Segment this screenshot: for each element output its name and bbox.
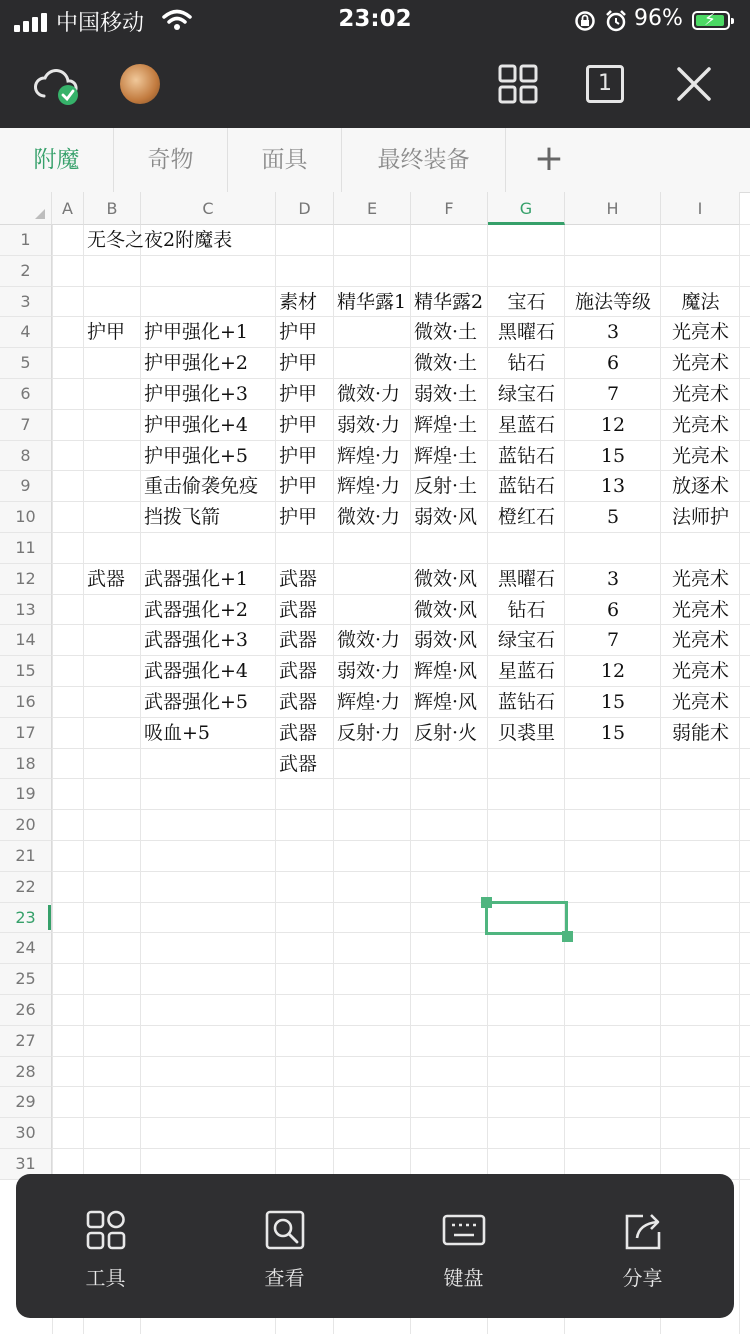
cell-f10[interactable]: 弱效·风 <box>414 506 478 529</box>
cell-d13[interactable]: 武器 <box>279 598 318 621</box>
cell-c8[interactable]: 护甲强化+5 <box>144 444 249 467</box>
header-cell-essence2[interactable]: 精华露2 <box>414 290 484 313</box>
view-button[interactable] <box>195 1174 374 1318</box>
column-header-f[interactable]: F <box>411 192 488 225</box>
cell-g17[interactable]: 贝裘里 <box>497 721 555 744</box>
cell-c9[interactable]: 重击偷袭免疫 <box>144 475 259 498</box>
group-label-weapon[interactable]: 武器 <box>87 567 126 590</box>
cell-g4[interactable]: 黑曜石 <box>497 321 555 344</box>
cell-i7[interactable]: 光亮术 <box>671 413 729 436</box>
cell-c14[interactable]: 武器强化+3 <box>144 629 249 652</box>
tools-button[interactable] <box>16 1174 195 1318</box>
grid-line-horizontal <box>52 1086 750 1087</box>
column-header-d[interactable]: D <box>276 192 334 225</box>
cell-c16[interactable]: 武器强化+5 <box>144 691 249 713</box>
bottom-toolbar <box>16 1174 734 1318</box>
row-header-24[interactable]: 24 <box>0 933 52 964</box>
tools-label: 工具 <box>85 1266 126 1290</box>
row-header-16[interactable]: 16 <box>0 687 52 718</box>
cell-g6[interactable]: 绿宝石 <box>497 383 555 405</box>
cell-f12[interactable]: 微效·风 <box>414 567 478 590</box>
cell-g13[interactable]: 钻石 <box>507 598 546 621</box>
cell-f9[interactable]: 反射·土 <box>414 475 478 498</box>
cell-i9[interactable]: 放逐术 <box>671 475 729 498</box>
cell-d10[interactable]: 护甲 <box>279 506 318 529</box>
cell-i17[interactable]: 弱能术 <box>671 721 729 744</box>
cell-d12[interactable]: 武器 <box>279 567 318 590</box>
alarm-icon <box>604 9 628 33</box>
grid-line-vertical <box>83 225 84 1334</box>
cell-d17[interactable]: 武器 <box>279 721 318 744</box>
cell-c4[interactable]: 护甲强化+1 <box>144 321 249 344</box>
cell-h12[interactable]: 3 <box>606 567 620 590</box>
cell-e7[interactable]: 弱效·力 <box>337 413 401 436</box>
row-header-29[interactable]: 29 <box>0 1087 52 1118</box>
status-bar <box>0 0 750 40</box>
cell-h15[interactable]: 12 <box>600 660 626 683</box>
cell-c13[interactable]: 武器强化+2 <box>144 598 249 621</box>
avatar[interactable] <box>120 64 160 104</box>
cell-g16[interactable]: 蓝钻石 <box>497 691 555 713</box>
cell-d15[interactable]: 武器 <box>279 660 318 683</box>
grid-line-horizontal <box>52 840 750 841</box>
keyboard-label: 键盘 <box>443 1266 484 1290</box>
row-header-31[interactable]: 31 <box>0 1149 52 1180</box>
cell-h7[interactable]: 12 <box>600 413 626 436</box>
row-header-17[interactable]: 17 <box>0 718 52 749</box>
cell-f15[interactable]: 辉煌·风 <box>414 660 478 683</box>
cell-i15[interactable]: 光亮术 <box>671 660 729 683</box>
column-header-c[interactable]: C <box>141 192 276 225</box>
cell-c6[interactable]: 护甲强化+3 <box>144 383 249 405</box>
battery-icon: ⚡ <box>692 11 730 30</box>
row-header-6[interactable]: 6 <box>0 379 52 410</box>
row-header-4[interactable]: 4 <box>0 317 52 348</box>
cell-c5[interactable]: 护甲强化+2 <box>144 352 249 375</box>
cell-d6[interactable]: 护甲 <box>279 383 318 405</box>
cell-f5[interactable]: 微效·土 <box>414 352 478 375</box>
row-header-25[interactable]: 25 <box>0 964 52 995</box>
cell-f6[interactable]: 弱效·土 <box>414 383 478 405</box>
cell-h10[interactable]: 5 <box>606 506 620 529</box>
row-header-20[interactable]: 20 <box>0 810 52 841</box>
cell-g14[interactable]: 绿宝石 <box>497 629 555 652</box>
grid-line-vertical <box>333 225 334 1334</box>
selection-handle-top-left[interactable] <box>481 897 492 908</box>
cell-f14[interactable]: 弱效·风 <box>414 629 478 652</box>
row-header-23[interactable]: 23 <box>0 903 52 934</box>
grid-line-vertical <box>410 225 411 1334</box>
window-count-button[interactable]: 1 <box>586 65 624 103</box>
select-all-corner[interactable] <box>0 192 52 225</box>
cell-i14[interactable]: 光亮术 <box>671 629 729 652</box>
cell-h16[interactable]: 15 <box>600 691 626 713</box>
cell-g9[interactable]: 蓝钻石 <box>497 475 555 498</box>
cell-d5[interactable]: 护甲 <box>279 352 318 375</box>
cell-d4[interactable]: 护甲 <box>279 321 318 344</box>
cell-i16[interactable]: 光亮术 <box>671 691 729 713</box>
header-cell-caster-level[interactable]: 施法等级 <box>574 290 651 313</box>
row-header-9[interactable]: 9 <box>0 471 52 502</box>
cell-h17[interactable]: 15 <box>600 721 626 744</box>
cell-e17[interactable]: 反射·力 <box>337 721 401 744</box>
cell-h9[interactable]: 13 <box>600 475 626 498</box>
grid-line-horizontal <box>52 963 750 964</box>
header-cell-material[interactable]: 素材 <box>279 290 318 313</box>
row-header-30[interactable]: 30 <box>0 1118 52 1149</box>
cell-f4[interactable]: 微效·土 <box>414 321 478 344</box>
cell-h4[interactable]: 3 <box>606 321 620 344</box>
grid-line-horizontal <box>52 932 750 933</box>
cell-i13[interactable]: 光亮术 <box>671 598 729 621</box>
row-header-11[interactable]: 11 <box>0 533 52 564</box>
cell-f8[interactable]: 辉煌·土 <box>414 444 478 467</box>
column-header-a[interactable]: A <box>52 192 84 225</box>
cell-e8[interactable]: 辉煌·力 <box>337 444 401 467</box>
grid-line-horizontal <box>52 871 750 872</box>
cell-f13[interactable]: 微效·风 <box>414 598 478 621</box>
row-header-10[interactable]: 10 <box>0 502 52 533</box>
cell-i4[interactable]: 光亮术 <box>671 321 729 344</box>
cell-d16[interactable]: 武器 <box>279 691 318 713</box>
cell-d18[interactable]: 武器 <box>279 752 318 775</box>
cell-i6[interactable]: 光亮术 <box>671 383 729 405</box>
view-icon <box>263 1208 307 1252</box>
row-header-12[interactable]: 12 <box>0 564 52 595</box>
cell-e16[interactable]: 辉煌·力 <box>337 691 401 713</box>
tab-fumo[interactable]: 附魔 <box>0 128 114 192</box>
view-label: 查看 <box>264 1266 305 1290</box>
row-header-28[interactable]: 28 <box>0 1057 52 1088</box>
row-header-22[interactable]: 22 <box>0 872 52 903</box>
cell-c15[interactable]: 武器强化+4 <box>144 660 249 683</box>
tab-final-equipment[interactable]: 最终装备 <box>342 128 506 192</box>
column-header-b[interactable]: B <box>84 192 141 225</box>
header-cell-essence1[interactable]: 精华露1 <box>337 290 407 313</box>
carrier-name: 中国移动 <box>56 11 145 36</box>
cell-f16[interactable]: 辉煌·风 <box>414 691 478 713</box>
keyboard-icon <box>442 1208 486 1252</box>
tab-mianju[interactable]: 面具 <box>228 128 342 192</box>
row-header-18[interactable]: 18 <box>0 749 52 780</box>
grid-line-vertical <box>140 225 141 1334</box>
cloud-synced-icon[interactable] <box>32 62 82 106</box>
grid-line-vertical <box>52 225 53 1334</box>
column-header-i[interactable]: I <box>661 192 740 225</box>
grid-line-horizontal <box>52 1117 750 1118</box>
cell-f17[interactable]: 反射·火 <box>414 721 478 744</box>
cell-e10[interactable]: 微效·力 <box>337 506 401 529</box>
column-header-e[interactable]: E <box>334 192 411 225</box>
cell-e9[interactable]: 辉煌·力 <box>337 475 401 498</box>
row-header-26[interactable]: 26 <box>0 995 52 1026</box>
cell-d14[interactable]: 武器 <box>279 629 318 652</box>
grid-view-icon[interactable] <box>498 64 538 104</box>
cell-e14[interactable]: 微效·力 <box>337 629 401 652</box>
sheet-tabs <box>0 128 750 193</box>
cell-h13[interactable]: 6 <box>606 598 620 621</box>
cell-h14[interactable]: 7 <box>606 629 620 652</box>
row-header-19[interactable]: 19 <box>0 779 52 810</box>
cell-d8[interactable]: 护甲 <box>279 444 318 467</box>
header-cell-spell[interactable]: 魔法 <box>681 290 720 313</box>
row-header-13[interactable]: 13 <box>0 595 52 626</box>
selected-cell-g23[interactable] <box>485 901 568 936</box>
cell-g5[interactable]: 钻石 <box>507 352 546 375</box>
grid-line-horizontal <box>52 778 750 779</box>
share-label: 分享 <box>622 1266 663 1290</box>
grid-line-horizontal <box>52 1148 750 1149</box>
tools-icon <box>84 1208 128 1252</box>
grid-line-horizontal <box>52 809 750 810</box>
cell-g12[interactable]: 黑曜石 <box>497 567 555 590</box>
grid-line-horizontal <box>52 1056 750 1057</box>
cell-c12[interactable]: 武器强化+1 <box>144 567 249 590</box>
row-header-15[interactable]: 15 <box>0 656 52 687</box>
row-header-1[interactable]: 1 <box>0 225 52 256</box>
row-header-3[interactable]: 3 <box>0 287 52 318</box>
row-header-8[interactable]: 8 <box>0 441 52 472</box>
row-header-14[interactable]: 14 <box>0 625 52 656</box>
column-header-h[interactable]: H <box>565 192 661 225</box>
battery-percent: 96% <box>634 6 683 31</box>
grid-line-vertical <box>275 225 276 1334</box>
cell-h8[interactable]: 15 <box>600 444 626 467</box>
cell-c17[interactable]: 吸血+5 <box>144 721 211 744</box>
grid-line-horizontal <box>52 902 750 903</box>
cell-g10[interactable]: 橙红石 <box>497 506 555 529</box>
cell-h6[interactable]: 7 <box>606 383 620 405</box>
row-header-27[interactable]: 27 <box>0 1026 52 1057</box>
cell-i10[interactable]: 法师护 <box>671 506 729 529</box>
cell-c10[interactable]: 挡拨飞箭 <box>144 506 221 529</box>
row-header-7[interactable]: 7 <box>0 410 52 441</box>
grid-line-horizontal <box>52 994 750 995</box>
cell-f7[interactable]: 辉煌·土 <box>414 413 478 436</box>
sheet-title-cell[interactable]: 无冬之夜2附魔表 <box>87 229 233 251</box>
spreadsheet-grid[interactable] <box>0 192 750 1334</box>
row-header-5[interactable]: 5 <box>0 348 52 379</box>
grid-line-horizontal <box>52 1025 750 1026</box>
share-button[interactable] <box>553 1174 732 1318</box>
cell-e15[interactable]: 弱效·力 <box>337 660 401 683</box>
cell-g15[interactable]: 星蓝石 <box>497 660 555 683</box>
cell-i8[interactable]: 光亮术 <box>671 444 729 467</box>
cell-c7[interactable]: 护甲强化+4 <box>144 413 249 436</box>
header-cell-gem[interactable]: 宝石 <box>507 290 546 313</box>
share-icon <box>621 1208 665 1252</box>
row-header-21[interactable]: 21 <box>0 841 52 872</box>
row-header-2[interactable]: 2 <box>0 256 52 287</box>
group-label-armor[interactable]: 护甲 <box>87 321 126 344</box>
status-time: 23:02 <box>338 6 412 32</box>
tab-qiwu[interactable]: 奇物 <box>114 128 228 192</box>
add-sheet-button[interactable]: + <box>533 138 565 179</box>
top-bar <box>0 0 750 128</box>
rotation-lock-icon <box>574 10 596 32</box>
cell-e6[interactable]: 微效·力 <box>337 383 401 405</box>
cell-h5[interactable]: 6 <box>606 352 620 375</box>
selection-handle-bottom-right[interactable] <box>562 931 573 942</box>
cell-d9[interactable]: 护甲 <box>279 475 318 498</box>
cell-g8[interactable]: 蓝钻石 <box>497 444 555 467</box>
close-icon[interactable] <box>676 66 712 102</box>
keyboard-button[interactable] <box>374 1174 553 1318</box>
cell-d7[interactable]: 护甲 <box>279 413 318 436</box>
cell-i12[interactable]: 光亮术 <box>671 567 729 590</box>
column-header-g[interactable]: G <box>488 192 565 225</box>
cell-i5[interactable]: 光亮术 <box>671 352 729 375</box>
cell-g7[interactable]: 星蓝石 <box>497 413 555 436</box>
